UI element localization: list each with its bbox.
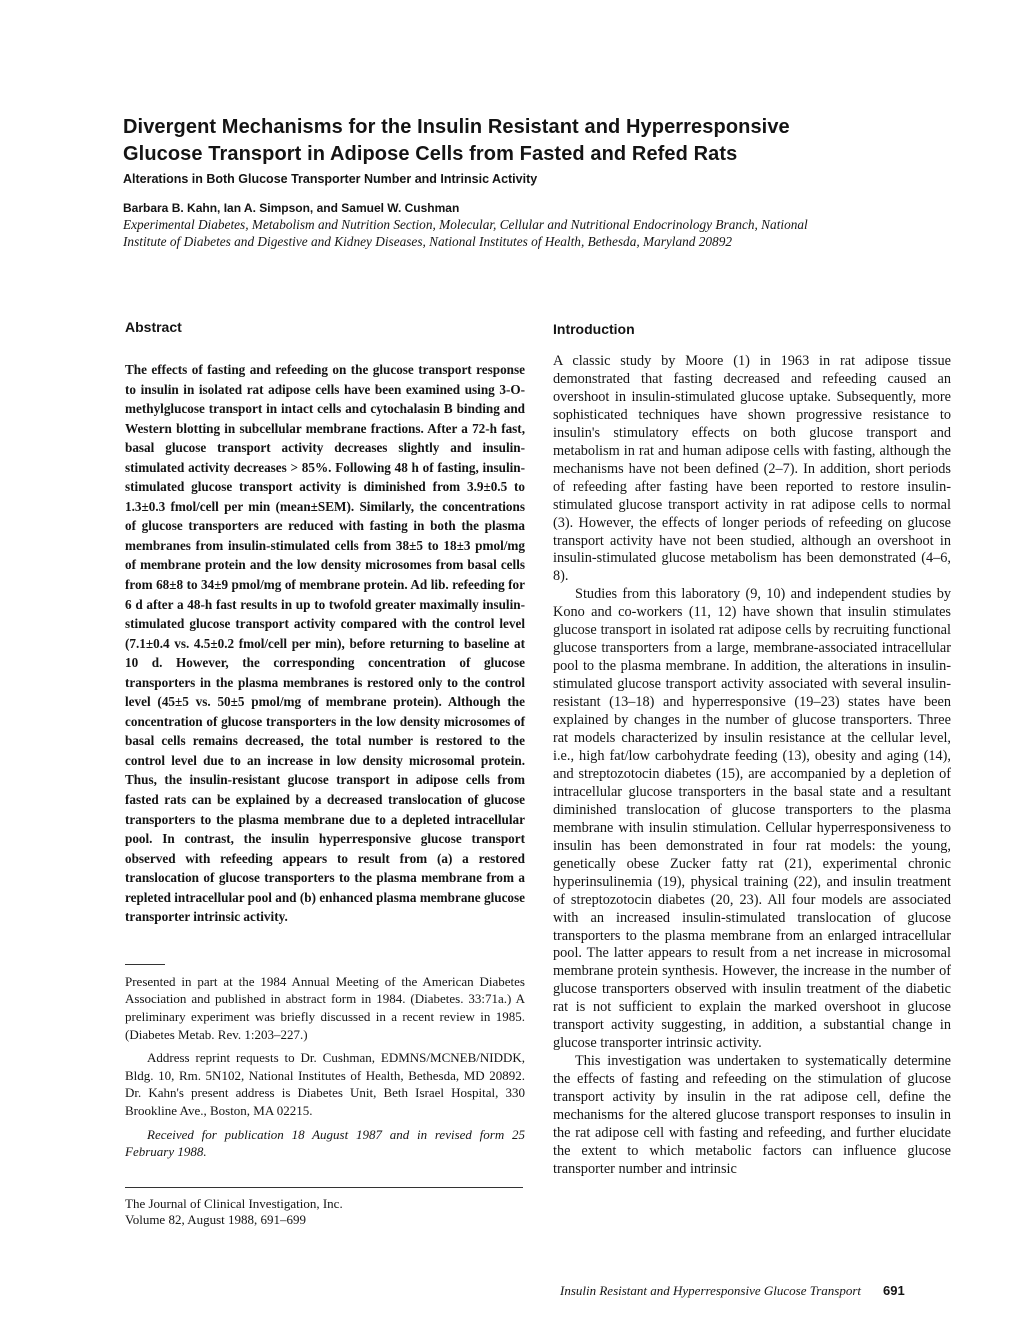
journal-volume: Volume 82, August 1988, 691–699 [125,1211,307,1227]
affiliation-line-2: Institute of Diabetes and Digestive and Kidney Diseases, National Institutes of Health, Bethesda, Maryland 20892 [123,234,732,249]
received-footnote: Received for publication 18 August 1987 and in revised form 25 February 1988. [125,1126,525,1160]
left-column [125,316,525,1228]
article-title-line-1: Divergent Mechanisms for the Insulin Resistant and Hyperresponsive [123,116,790,138]
address-footnote: Address reprint requests to Dr. Cushman, EDMNS/MCNEB/NIDDK, Bldg. 10, Rm. 5N102, National Institutes of Health, Bethesda, MD 20892. Dr. Kahn's present address is Diabetes Unit, Beth Israel Hospital, 330 Brookline Ave., Boston, MA 02215. [125,1050,525,1119]
introduction-heading: Introduction [553,321,635,337]
title-block [123,114,963,250]
footnote-divider [125,964,165,965]
author-list: Barbara B. Kahn, Ian A. Simpson, and Samuel W. Cushman [123,201,460,215]
article-subtitle: Alterations in Both Glucose Transporter Number and Intrinsic Activity [123,172,538,186]
right-column [553,316,951,1179]
article-title-line-2: Glucose Transport in Adipose Cells from Fasted and Refed Rats [123,143,738,165]
presented-footnote: Presented in part at the 1984 Annual Meeting of the American Diabetes Association and published in abstract form in 1984. (Diabetes. 33:71a.) A preliminary experiment was briefly discussed in a recent review in 1985. (Diabetes Metab. Rev. 1:203–227.) [125,973,525,1042]
affiliation-line-1: Experimental Diabetes, Metabolism and Nutrition Section, Molecular, Cellular and Nutritional Endocrinology Branch, National [123,217,808,232]
running-title: Insulin Resistant and Hyperresponsive Glucose Transport [560,1283,862,1298]
page-number: 691 [883,1283,905,1298]
introduction-paragraph: This investigation was undertaken to systematically determine the effects of fasting and refeeding on the stimulation of glucose transport activity by insulin in the rat adipose cell, define the mechanisms for the altered glucose transport responses to insulin in the rat adipose cell with fasting and refeeding, and further elucidate the extent to which metabolic factors can influence glucose transporter number and intrinsic [553,1053,951,1177]
journal-name: The Journal of Clinical Investigation, Inc. [125,1195,343,1211]
abstract-body: The effects of fasting and refeeding on the glucose transport response to insulin in isolated rat adipose cells have been examined using 3-O-methylglucose transport in intact cells and cytochalasin B binding and Western blotting in subcellular membrane fractions. After a 72-h fast, basal glucose transport activity decreases slightly and insulin-stimulated activity decreases > 85%. Following 48 h of fasting, insulin-stimulated glucose transport activity is diminished from 3.9±0.5 to 1.3±0.3 fmol/cell per min (mean±SEM). Similarly, the concentrations of glucose transporters are reduced with fasting in both the plasma membranes from insulin-stimulated cells from 38±5 to 18±3 pmol/mg of membrane protein and the low density microsomes from basal cells from 68±8 to 34±9 pmol/mg of membrane protein. Ad lib. refeeding for 6 d after a 48-h fast results in up to twofold greater maximally insulin-stimulated glucose transport activity compared with the control level (7.1±0.4 vs. 4.5±0.2 fmol/cell per min), before returning to baseline at 10 d. However, the corresponding concentration of glucose transporters in the plasma membranes is restored only to the control level (45±5 vs. 50±5 pmol/mg of membrane protein). Although the concentration of glucose transporters in the low density microsomes of basal cells remains decreased, the total number is restored to the control level due to an increase in low density microsomal protein. Thus, the insulin-resistant glucose transport in adipose cells from fasted rats can be explained by a decreased translocation of glucose transporters to the plasma membrane due to a depleted intracellular pool. In contrast, the insulin hyperresponsive glucose transport observed with refeeding appears to result from (a) a restored translocation of glucose transporters to the plasma membrane from a repleted intracellular pool and (b) enhanced plasma membrane glucose transporter intrinsic activity. [125,362,525,925]
journal-divider [125,1187,523,1188]
introduction-paragraph: A classic study by Moore (1) in 1963 in rat adipose tissue demonstrated that fasting decreased and refeeding caused an overshoot in insulin-stimulated glucose uptake. Subsequently, more sophisticated techniques have shown progressive resistance to insulin's stimulatory effects on both glucose transport and metabolism in rat and human adipose cells with fasting, although the mechanisms have not been defined (2–7). In addition, short periods of refeeding after fasting have been reported to restore insulin-stimulated glucose transport activity in rat adipose cells to normal (3). However, the effects of longer periods of refeeding on glucose transport activity have not been studied, although an overshoot in insulin-stimulated glucose metabolism has been demonstrated (4–6, 8). [553,353,951,585]
introduction-body [553,353,951,1179]
running-footer [560,1282,962,1300]
abstract-heading: Abstract [125,319,182,335]
introduction-paragraph: Studies from this laboratory (9, 10) and independent studies by Kono and co-workers (11, 12) have shown that insulin stimulates glucose transport in isolated rat adipose cells by recruiting functional glucose transporters from a large, membrane-associated intracellular pool to the plasma membrane. In addition, the alterations in insulin-stimulated glucose transport activity associated with several insulin-resistant (13–18) and hyperresponsive (19–23) states have been explained by changes in the number of glucose transporters. Three rat models characterized by insulin resistance at the cellular level, i.e., high fat/low carbohydrate feeding (13), obesity and aging (14), and streptozotocin diabetes (15), are accompanied by a depletion of intracellular glucose transporters in the basal state and a resultant diminished translocation of glucose transporters to the plasma membrane with insulin stimulation. Cellular hyperresponsiveness to insulin has been demonstrated in four rat models: the young, genetically obese Zucker fatty rat (21), experimental chronic hyperinsulinemia (19), physical training (22), and insulin treatment of streptozotocin diabetes (20, 23). All four models are associated with an increased insulin-stimulated translocation of glucose transporters to the plasma membrane from an enlarged intracellular pool. The latter appears to result from a net increase in microsomal membrane protein synthesis. However, the increase in the number of glucose transporters observed with insulin treatment of the diabetic rat is not sufficient to explain the marked overshoot in glucose transport activity suggesting, in addition, a substantial change in glucose transporter intrinsic activity. [553,586,951,1052]
